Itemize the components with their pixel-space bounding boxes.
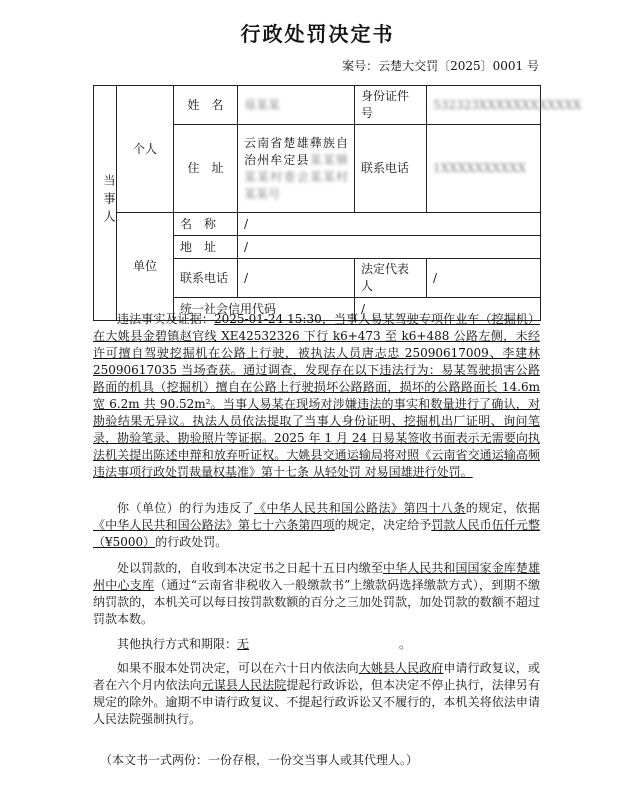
unit-address-label: 地 址 bbox=[174, 236, 238, 259]
other-paragraph: 其他执行方式和期限：无 。 bbox=[117, 637, 412, 651]
id-value: 532323XXXXXXXXXXXX bbox=[427, 86, 541, 125]
name-value: 易某某 bbox=[238, 86, 355, 125]
unit-phone-value: / bbox=[238, 259, 355, 298]
id-label: 身份证件号 bbox=[355, 86, 427, 125]
appeal-paragraph: 如果不服本处罚决定，可以在六十日内依法向大姚县人民政府申请行政复议，或者在六个月内依法向元谋县人民法院提起行政诉讼，但本决定不停止执行，法律另有规定的除外。逾期不申请行政复议、不提起行政诉讼又不履行的，本机关将依法申请人民法院强制执行。 bbox=[93, 661, 540, 726]
facts-paragraph: 违法事实及证据：2025-01-24 15:30，当事人易某驾驶专项作业车（挖掘机）在大姚县金碧镇赵官线 XE42532326 下行 k6+473 至 k6+488 公路左侧，未经许可擅自驾驶挖掘机在公路上行驶，被执法人员唐志忠 25090617009、李建林 25090617035 当场查获。通过调查，发现存在以下违法行为：易某驾驶损害公路路面的机具（挖掘机）擅自在公路上行驶损坏公路路面，损坏的公路路面长 14.6m 宽 6.2m 共 90.52m²。当事人易某在现场对涉嫌违法的事实和数量进行了确认，对勘验结果无异议。执法人员依法提取了当事人身份证明、挖掘机出厂证明、询问笔录，勘验笔录、勘验照片等证据。2025 年 1 月 24 日易某签收书面表示无需要向执法机关提出陈述申辩和放弃听证权。大姚县交通运输局将对照《云南省交通运输高频违法事项行政处罚裁量权基准》第十七条 从轻处罚 对易国雄进行处罚。 bbox=[93, 312, 540, 479]
unit-label: 单位 bbox=[117, 213, 174, 321]
other-section bbox=[93, 636, 540, 653]
unit-address-value: / bbox=[238, 236, 541, 259]
payment-paragraph: 处以罚款的，自收到本决定书之日起十五日内缴至中华人民共和国国家金库楚雄州中心支库（通过“云南省非税收入一般缴款书”上缴款码选择缴款方式），到期不缴纳罚款的，本机关可以每日按罚款数额的百分之三加处罚款，加处罚款的数额不超过罚款本数。 bbox=[93, 561, 540, 626]
violation-paragraph: 你（单位）的行为违反了《中华人民共和国公路法》第四十八条的规定，依据《中华人民共和国公路法》第七十六条第四项的规定，决定给予罚款人民币伍仟元整（¥5000）的行政处罚。 bbox=[93, 501, 540, 549]
unit-name-value: / bbox=[238, 213, 541, 236]
appeal-section bbox=[93, 660, 540, 728]
credit-code-value: / bbox=[355, 298, 541, 321]
individual-label: 个人 bbox=[117, 86, 174, 213]
address-value: 云南省楚雄彝族自治州牟定县某某镇某某村委会某某村某某号 bbox=[238, 125, 355, 213]
facts-section bbox=[93, 311, 540, 481]
footer-note: （本文书一式两份：一份存根，一份交当事人或其代理人。） bbox=[100, 753, 419, 767]
case-number: 案号：云楚大交罚〔2025〕0001 号 bbox=[342, 59, 539, 73]
name-label: 姓 名 bbox=[174, 86, 238, 125]
address-label: 住 址 bbox=[174, 125, 238, 213]
unit-phone-label: 联系电话 bbox=[174, 259, 238, 298]
document-title: 行政处罚决定书 bbox=[240, 22, 395, 46]
legal-rep-value: / bbox=[427, 259, 541, 298]
footer-section bbox=[100, 752, 560, 769]
phone-value: 1XXXXXXXXXX bbox=[427, 125, 541, 213]
violation-section bbox=[93, 500, 540, 551]
phone-label: 联系电话 bbox=[355, 125, 427, 213]
credit-code-label: 统一社会信用代码 bbox=[174, 298, 355, 321]
legal-rep-label: 法定代表人 bbox=[355, 259, 427, 298]
payment-section bbox=[93, 560, 540, 628]
party-info-table bbox=[93, 85, 582, 321]
party-label: 当事人 bbox=[94, 86, 117, 321]
unit-name-label: 名 称 bbox=[174, 213, 238, 236]
